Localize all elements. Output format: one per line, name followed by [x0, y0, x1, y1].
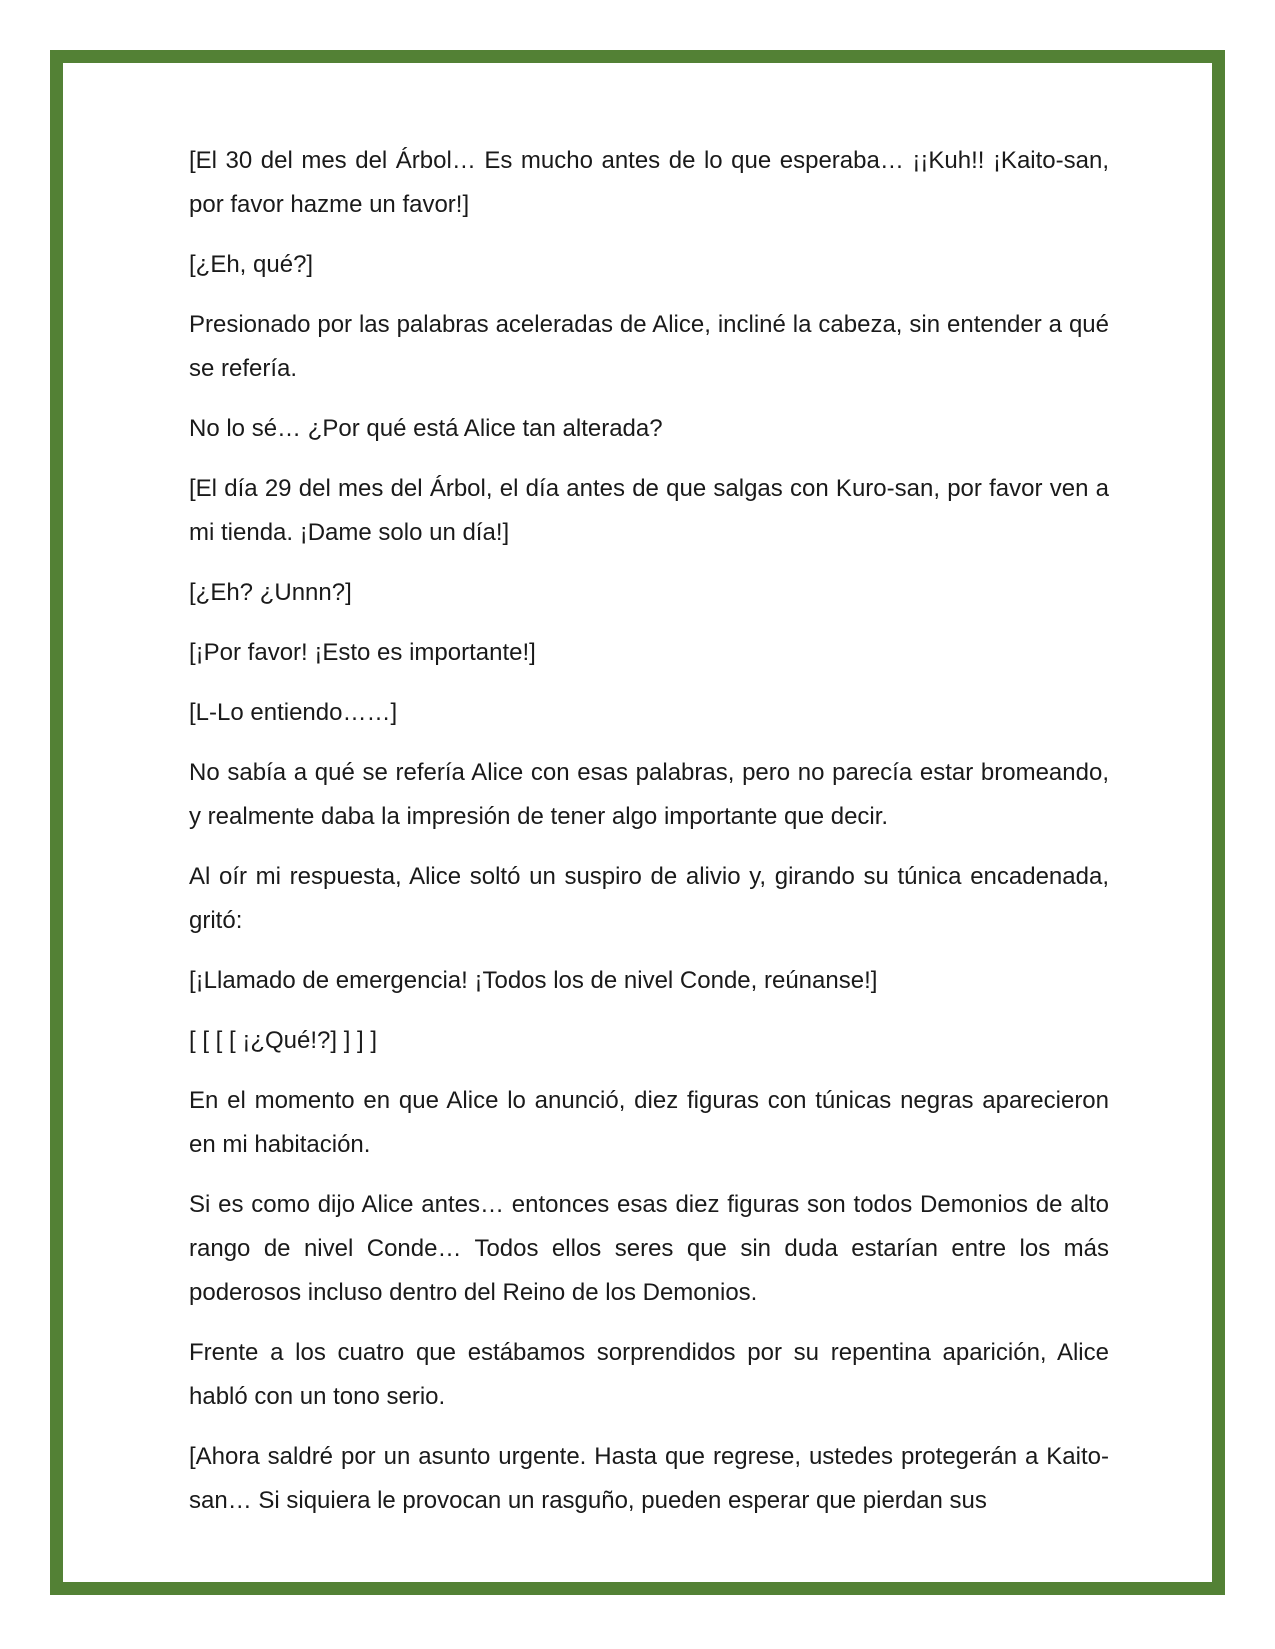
paragraph-10: Al oír mi respuesta, Alice soltó un suspiro de alivio y, girando su túnica encadenada, gritó: — [189, 863, 1109, 934]
paragraph-9: No sabía a qué se refería Alice con esas palabras, pero no parecía estar bromeando, y realmente daba la impresión de tener algo importante que decir. — [189, 759, 1109, 830]
paragraph-15: Frente a los cuatro que estábamos sorprendidos por su repentina aparición, Alice habló con un tono serio. — [189, 1339, 1109, 1410]
paragraph-8: [L-Lo entiendo……] — [189, 699, 398, 726]
paragraph-12: [ [ [ [ ¡¿Qué!?] ] ] ] — [189, 1027, 378, 1054]
paragraph-6: [¿Eh? ¿Unnn?] — [189, 579, 352, 606]
page-body-text — [189, 139, 1109, 1539]
paragraph-1: [El 30 del mes del Árbol… Es mucho antes de lo que esperaba… ¡¡Kuh!! ¡Kaito-san, por favor hazme un favor!] — [189, 147, 1109, 218]
paragraph-4: No lo sé… ¿Por qué está Alice tan alterada? — [189, 415, 663, 442]
paragraph-7: [¡Por favor! ¡Esto es importante!] — [189, 639, 536, 666]
paragraph-14: Si es como dijo Alice antes… entonces esas diez figuras son todos Demonios de alto rango de nivel Conde… Todos ellos seres que sin duda estarían entre los más poderosos incluso dentro del Reino de los Demonios. — [189, 1191, 1109, 1306]
paragraph-13: En el momento en que Alice lo anunció, diez figuras con túnicas negras aparecieron en mi habitación. — [189, 1087, 1109, 1158]
paragraph-11: [¡Llamado de emergencia! ¡Todos los de nivel Conde, reúnanse!] — [189, 967, 878, 994]
paragraph-2: [¿Eh, qué?] — [189, 251, 314, 278]
page-border-frame — [50, 50, 1225, 1595]
paragraph-5: [El día 29 del mes del Árbol, el día antes de que salgas con Kuro-san, por favor ven a mi tienda. ¡Dame solo un día!] — [189, 475, 1109, 546]
paragraph-3: Presionado por las palabras aceleradas de Alice, incliné la cabeza, sin entender a qué se refería. — [189, 311, 1109, 382]
paragraph-16: [Ahora saldré por un asunto urgente. Hasta que regrese, ustedes protegerán a Kaito-san… Si siquiera le provocan un rasguño, pueden esperar que pierdan sus — [189, 1443, 1109, 1514]
